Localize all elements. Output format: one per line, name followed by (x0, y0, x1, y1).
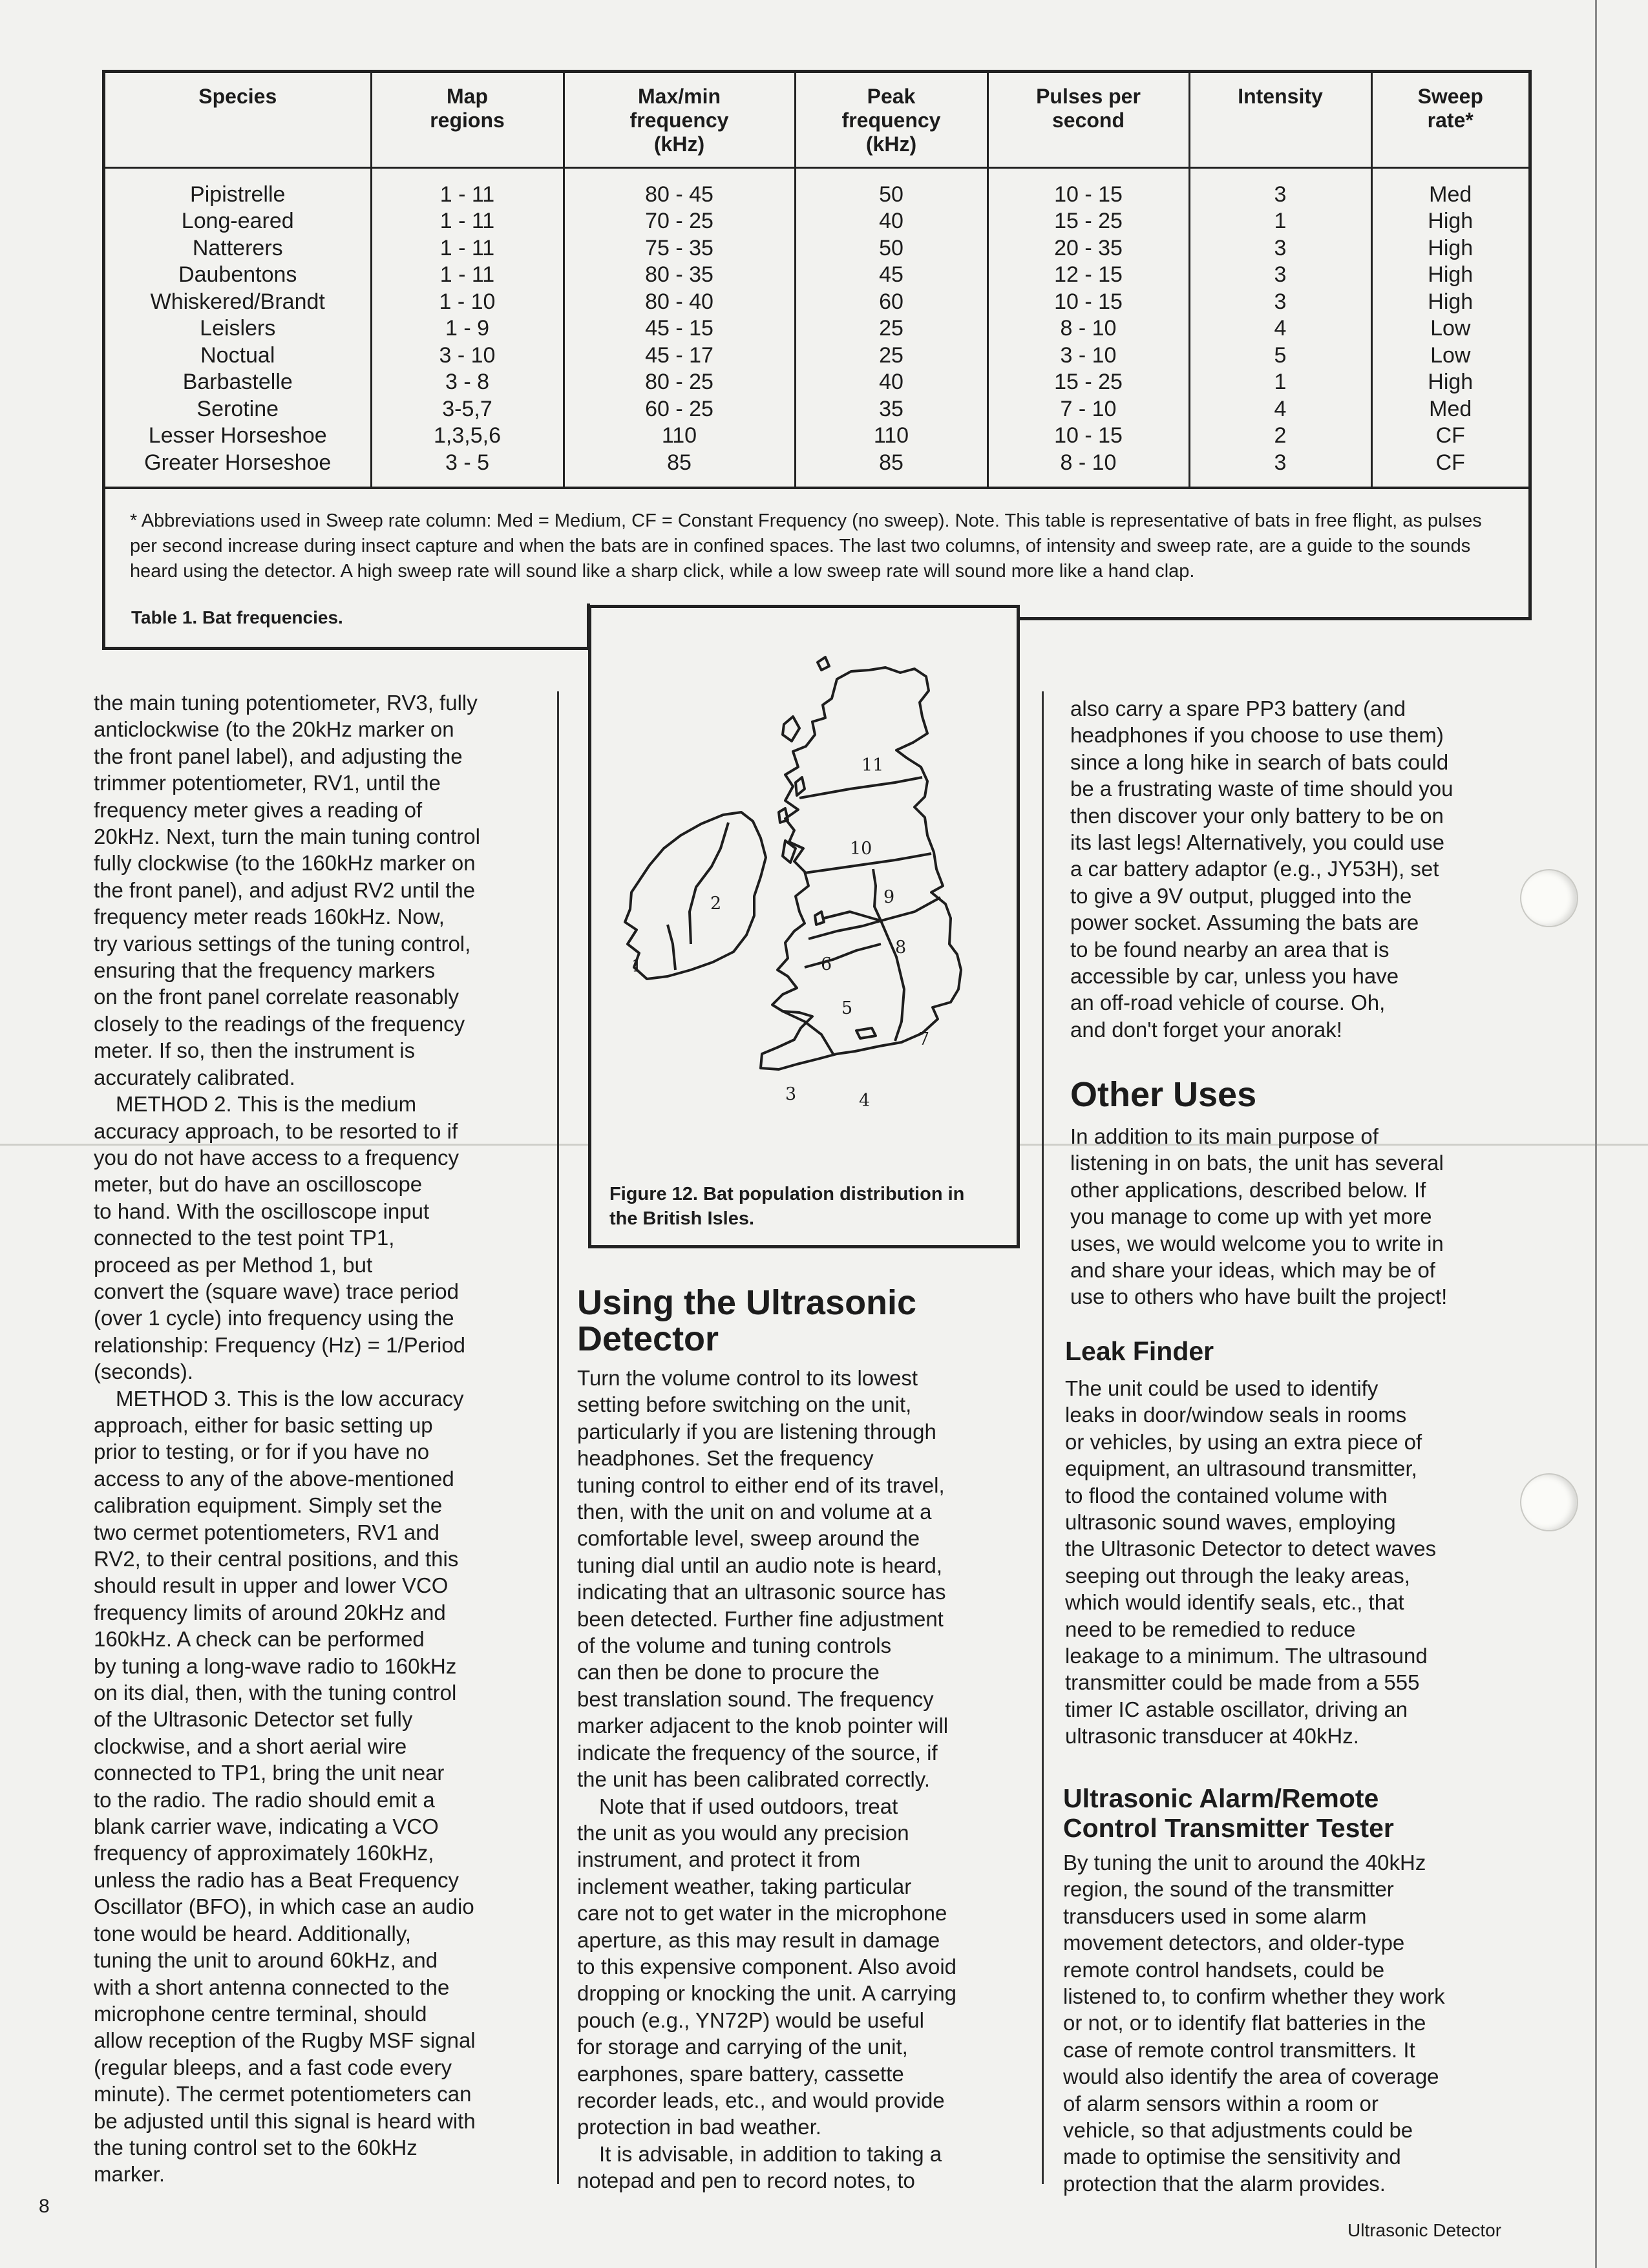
table-cell: 3 (1274, 182, 1287, 207)
text-line: Oscillator (BFO), in which case an audio (94, 1895, 474, 1919)
text-line: to this expensive component. Also avoid (577, 1954, 957, 1979)
table-cell: 25 (879, 316, 903, 341)
table-cell: 80 - 45 (645, 182, 713, 207)
text-line: 20kHz. Next, turn the main tuning control (94, 824, 480, 849)
text-line: comfortable level, sweep around the (577, 1526, 920, 1551)
text-line: It is advisable, in addition to taking a (599, 2141, 942, 2166)
alarm-tester-text (1063, 1849, 1445, 2197)
table-cell: 8 - 10 (1060, 316, 1117, 341)
table-cell: 75 - 35 (645, 235, 713, 260)
table-cell: Whiskered/Brandt (150, 289, 325, 314)
region-label-2: 2 (710, 894, 722, 914)
bat-frequency-table (105, 73, 1528, 487)
leak-finder-text (1065, 1375, 1436, 1750)
text-line: which would identify seals, etc., that (1065, 1590, 1404, 1615)
table-cell: 4 (1274, 316, 1287, 341)
text-line: The unit could be used to identify (1065, 1376, 1379, 1400)
table-cell: High (1428, 235, 1474, 260)
table-cell: 1 - 10 (439, 289, 496, 314)
text-line: fully clockwise (to the 160kHz marker on (94, 851, 476, 876)
table-cell: Low (1430, 342, 1471, 368)
text-line: prior to testing, or for if you have no (94, 1440, 430, 1464)
table-body (105, 167, 1528, 487)
table-cell: 60 (879, 289, 903, 314)
table-cell: 7 - 10 (1060, 396, 1117, 421)
text-line: two cermet potentiometers, RV1 and (94, 1520, 439, 1544)
table-header-cell (564, 73, 795, 167)
text-line: approach, either for basic setting up (94, 1412, 433, 1437)
text-line: then, with the unit on and volume at a (577, 1500, 932, 1524)
text-line: by tuning a long-wave radio to 160kHz (94, 1654, 457, 1678)
column-rule (1042, 691, 1044, 2184)
table-cell: 110 (873, 423, 909, 448)
table-cell: 85 (667, 450, 692, 475)
text-line: the front panel), and adjust RV2 until the (94, 877, 476, 902)
text-line: minute). The cermet potentiometers can (94, 2082, 472, 2106)
table-cell: Pipistrelle (190, 182, 286, 207)
table-column-cells (1371, 167, 1528, 487)
table-cell: 110 (661, 423, 697, 448)
table-cell: Lesser Horseshoe (148, 423, 327, 448)
table-cell: 45 (879, 262, 903, 287)
table-cell: High (1428, 209, 1474, 233)
text-line: METHOD 2. This is the medium (116, 1092, 417, 1117)
text-line: (over 1 cycle) into frequency using the (94, 1306, 454, 1330)
text-line: clockwise, and a short aerial wire (94, 1734, 407, 1758)
table-cell: 50 (879, 235, 903, 260)
text-line: of the Ultrasonic Detector set fully (94, 1707, 413, 1732)
text-line: also carry a spare PP3 battery (and (1070, 697, 1406, 720)
table-column-cells (988, 167, 1189, 487)
text-line: to hand. With the oscilloscope input (94, 1199, 430, 1223)
table-column-cells (1189, 167, 1371, 487)
table-header-cell (988, 73, 1189, 167)
text-line: remote control handsets, could be (1063, 1957, 1385, 1982)
region-label-9: 9 (883, 887, 895, 907)
table-cell: Daubentons (178, 262, 297, 287)
column-1-text (94, 689, 480, 2188)
region-boundary (783, 1011, 833, 1054)
table-cell: 45 - 15 (645, 316, 713, 341)
table-cell: High (1428, 262, 1474, 287)
table-cell: 3 (1274, 289, 1287, 314)
table-cell: Long-eared (181, 209, 294, 233)
page-edge-line (1595, 0, 1597, 2268)
text-line: frequency of approximately 160kHz, (94, 1841, 434, 1865)
header-line: Pulses per (1036, 85, 1141, 108)
text-line: be a frustrating waste of time should you (1070, 777, 1453, 801)
text-line: protection in bad weather. (577, 2115, 821, 2139)
text-line: the unit as you would any precision (577, 1820, 909, 1845)
text-line: protection that the alarm provides. (1063, 2171, 1386, 2196)
table-cell: 1 - 9 (445, 316, 490, 341)
text-line: tone would be heard. Additionally, (94, 1921, 412, 1946)
text-line: of alarm sensors within a room or (1063, 2091, 1379, 2116)
text-line: listened to, to confirm whether they work (1063, 1984, 1445, 2009)
great-britain-outline (761, 667, 961, 1069)
table-cell: 70 - 25 (645, 209, 713, 233)
region-label-8: 8 (895, 938, 907, 958)
table-cell: 50 (879, 182, 903, 207)
text-line: the tuning control set to the 60kHz (94, 2135, 417, 2159)
text-line: to the radio. The radio should emit a (94, 1787, 435, 1812)
text-line: frequency meter gives a reading of (94, 797, 423, 822)
text-line: tuning dial until an audio note is heard, (577, 1553, 943, 1577)
region-label-7: 7 (918, 1029, 930, 1049)
running-title: Ultrasonic Detector (1347, 2220, 1502, 2240)
table-caption: Table 1. Bat frequencies. (102, 604, 590, 650)
text-line: tuning the unit to around 60kHz, and (94, 1948, 438, 1973)
text-line: access to any of the above-mentioned (94, 1466, 454, 1491)
text-line: ultrasonic transducer at 40kHz. (1065, 1724, 1359, 1748)
table-cell: Natterers (192, 235, 283, 260)
table-cell: 2 (1274, 423, 1287, 448)
table-cell: 1 - 11 (439, 182, 495, 207)
subheading-leak-finder: Leak Finder (1065, 1336, 1214, 1366)
table-cell: 15 - 25 (1054, 209, 1123, 233)
header-line: Map (447, 85, 488, 108)
text-line: then discover your only battery to be on (1070, 803, 1444, 828)
text-line: connected to TP1, bring the unit near (94, 1761, 445, 1785)
table-header-row (105, 73, 1528, 167)
table-cell: Low (1430, 316, 1471, 341)
column-3-intro-text (1070, 695, 1453, 1043)
text-line: RV2, to their central positions, and this (94, 1547, 459, 1571)
text-line: on its dial, then, with the tuning control (94, 1681, 457, 1705)
text-line: and share your ideas, which may be of (1070, 1258, 1435, 1283)
text-line: equipment, an ultrasound transmitter, (1065, 1456, 1417, 1481)
table-cell: CF (1435, 423, 1465, 448)
table-cell: 35 (879, 396, 903, 421)
table-cell: 20 - 35 (1054, 235, 1123, 260)
text-line: ensuring that the frequency markers (94, 958, 436, 983)
text-line: you do not have access to a frequency (94, 1145, 460, 1170)
table-cell: 3 (1274, 450, 1287, 475)
page-number: 8 (39, 2196, 50, 2217)
text-line: frequency limits of around 20kHz and (94, 1600, 446, 1624)
table-cell: 1 (1274, 370, 1287, 394)
table-cell: 1 - 11 (439, 235, 495, 260)
table-cell: 1,3,5,6 (434, 423, 501, 448)
text-line: setting before switching on the unit, (577, 1392, 912, 1417)
text-line: the main tuning potentiometer, RV3, fully (94, 691, 478, 715)
text-line: need to be remedied to reduce (1065, 1617, 1356, 1641)
table-cell: 10 - 15 (1054, 289, 1123, 314)
text-line: to give a 9V output, plugged into the (1070, 883, 1412, 908)
text-line: blank carrier wave, indicating a VCO (94, 1814, 439, 1839)
figure-caption: Figure 12. Bat population distribution in the British Isles. (609, 1184, 965, 1229)
other-uses-text (1070, 1123, 1447, 1310)
heading-line: Detector (577, 1319, 719, 1358)
header-line: Peak (867, 85, 916, 108)
text-line: can then be done to procure the (577, 1660, 880, 1685)
text-line: should result in upper and lower VCO (94, 1573, 449, 1598)
text-line: allow reception of the Rugby MSF signal (94, 2028, 476, 2053)
text-line: the Ultrasonic Detector to detect waves (1065, 1537, 1437, 1561)
text-line: marker. (94, 2162, 165, 2187)
text-line: case of remote control transmitters. It (1063, 2037, 1415, 2062)
text-line: movement detectors, and older-type (1063, 1931, 1405, 1955)
table-column-cells (564, 167, 795, 487)
table-cell: 3 (1274, 235, 1287, 260)
text-line: headphones. Set the frequency (577, 1446, 874, 1471)
table-cell: 60 - 25 (645, 396, 713, 421)
text-line: meter. If so, then the instrument is (94, 1038, 416, 1063)
header-line: rate* (1427, 109, 1474, 132)
region-boundary (805, 944, 881, 967)
section-heading-other-uses: Other Uses (1070, 1075, 1257, 1114)
text-line: or not, or to identify flat batteries in the (1063, 2011, 1426, 2035)
table-cell: 3-5,7 (442, 396, 492, 421)
region-boundary (690, 823, 728, 944)
region-label-1: 1 (631, 956, 643, 976)
text-line: with a short antenna connected to the (94, 1975, 450, 1999)
table-header-cell (795, 73, 988, 167)
table-cell: Greater Horseshoe (144, 450, 332, 475)
header-line: (kHz) (865, 132, 917, 156)
table-cell: 45 - 17 (645, 342, 713, 368)
text-line: care not to get water in the microphone (577, 1901, 947, 1926)
header-line: regions (430, 109, 505, 132)
punch-hole (1520, 869, 1578, 927)
text-line: timer IC astable oscillator, driving an (1065, 1697, 1408, 1721)
table-cell: Med (1429, 396, 1472, 421)
table-cell: High (1428, 370, 1474, 394)
text-line: dropping or knocking the unit. A carrying (577, 1981, 957, 2006)
text-line: unless the radio has a Beat Frequency (94, 1867, 460, 1892)
text-line: (seconds). (94, 1360, 194, 1384)
table-cell: 10 - 15 (1054, 182, 1123, 207)
header-line: frequency (629, 109, 729, 132)
table-cell: 80 - 25 (645, 370, 713, 394)
table-cell: 25 (879, 342, 903, 368)
table-cell: 1 - 11 (439, 209, 495, 233)
column-2-text (577, 1365, 956, 2194)
text-line: particularly if you are listening through (577, 1419, 936, 1444)
text-line: earphones, spare battery, cassette (577, 2061, 904, 2086)
text-line: transducers used in some alarm (1063, 1904, 1367, 1928)
text-line: Note that if used outdoors, treat (599, 1794, 898, 1818)
text-line: accessible by car, unless you have (1070, 964, 1399, 989)
text-line: meter, but do have an oscilloscope (94, 1172, 423, 1197)
text-line: marker adjacent to the knob pointer will (577, 1714, 949, 1738)
header-line: second (1051, 109, 1125, 132)
text-line: been detected. Further fine adjustment (577, 1606, 944, 1631)
text-line: headphones if you choose to use them) (1070, 723, 1444, 748)
text-line: frequency meter reads 160kHz. Now, (94, 905, 445, 929)
text-line: listening in on bats, the unit has several (1070, 1151, 1444, 1175)
text-line: By tuning the unit to around the 40kHz (1063, 1851, 1426, 1874)
text-line: region, the sound of the transmitter (1063, 1877, 1394, 1902)
column-rule (557, 691, 559, 2184)
text-line: 160kHz. A check can be performed (94, 1627, 425, 1652)
table-column-cells (105, 167, 371, 487)
text-line: power socket. Assuming the bats are (1070, 910, 1419, 935)
text-line: uses, we would welcome you to write in (1070, 1231, 1444, 1255)
table-cell: 4 (1274, 396, 1287, 421)
text-line: anticlockwise (to the 20kHz marker on (94, 717, 454, 742)
text-line: (regular bleeps, and a fast code every (94, 2055, 452, 2079)
text-line: vehicle, so that adjustments could be (1063, 2118, 1413, 2143)
region-boundary (668, 925, 675, 970)
text-line: the front panel label), and adjusting the (94, 744, 463, 768)
table-cell: Med (1429, 182, 1472, 207)
table-cell: Noctual (200, 342, 275, 368)
text-line: closely to the readings of the frequency (94, 1011, 465, 1036)
table-cell: Leislers (200, 316, 276, 341)
region-label-10: 10 (850, 839, 872, 859)
text-line: to be found nearby an area that is (1070, 937, 1389, 961)
table-cell: 3 (1274, 262, 1287, 287)
text-line: instrument, and protect it from (577, 1847, 861, 1872)
table-cell: 40 (879, 370, 903, 394)
text-line: other applications, described below. If (1070, 1177, 1426, 1202)
text-line: leaks in door/window seals in rooms (1065, 1403, 1407, 1427)
header-line: Max/min (637, 85, 721, 108)
table-cell: 80 - 35 (645, 262, 713, 287)
header-line: Species (198, 85, 277, 108)
header-line: (kHz) (653, 132, 705, 156)
text-line: recorder leads, etc., and would provide (577, 2088, 945, 2112)
text-line: microphone centre terminal, should (94, 2001, 427, 2026)
text-line: try various settings of the tuning control, (94, 931, 471, 956)
text-line: notepad and pen to record notes, to (577, 2168, 915, 2193)
text-line: accurately calibrated. (94, 1065, 295, 1089)
text-line: inclement weather, taking particular (577, 1874, 912, 1898)
text-line: to flood the contained volume with (1065, 1483, 1388, 1507)
subheading-alarm-tester (1063, 1783, 1394, 1843)
table-cell: Serotine (196, 396, 279, 421)
text-line: best translation sound. The frequency (577, 1686, 934, 1711)
text-line: indicating that an ultrasonic source has (577, 1580, 946, 1604)
table-cell: 85 (879, 450, 903, 475)
text-line: a car battery adaptor (e.g., JY53H), set (1070, 857, 1439, 881)
text-line: aperture, as this may result in damage (577, 1927, 940, 1952)
text-line: made to optimise the sensitivity and (1063, 2145, 1401, 2169)
region-boundary (824, 898, 940, 921)
table-cell: 12 - 15 (1054, 262, 1123, 287)
table-header-cell (371, 73, 564, 167)
table-header-cell (1371, 73, 1528, 167)
region-label-3: 3 (785, 1084, 797, 1104)
text-line: you manage to come up with yet more (1070, 1204, 1432, 1229)
text-line: In addition to its main purpose of (1070, 1124, 1379, 1148)
text-line: the unit has been calibrated correctly. (577, 1767, 931, 1792)
table-cell: 40 (879, 209, 903, 233)
text-line: and don't forget your anorak! (1070, 1017, 1342, 1042)
text-line: be adjusted until this signal is heard with (94, 2108, 476, 2133)
text-line: relationship: Frequency (Hz) = 1/Period (94, 1332, 466, 1357)
table-cell: High (1428, 289, 1474, 314)
punch-hole (1520, 1473, 1578, 1531)
bat-frequency-table-box (102, 70, 1532, 620)
text-line: METHOD 3. This is the low accuracy (116, 1386, 464, 1411)
text-line: its last legs! Alternatively, you could use (1070, 830, 1445, 855)
table-cell: 3 - 5 (445, 450, 490, 475)
text-line: proceed as per Method 1, but (94, 1252, 373, 1277)
table-cell: CF (1435, 450, 1465, 475)
text-line: since a long hike in search of bats could (1070, 750, 1449, 774)
table-cell: 8 - 10 (1060, 450, 1117, 475)
text-line: ultrasonic sound waves, employing (1065, 1510, 1396, 1535)
text-line: Turn the volume control to its lowest (577, 1366, 918, 1390)
table-cell: Barbastelle (182, 370, 293, 394)
table-footnote: * Abbreviations used in Sweep rate column: Med = Medium, CF = Constant Frequency (no sweep). Note. This table is representative of bats in free flight, as pulses per second increase during insect capture and when the bats are in confined spaces. The last two columns, of intensity and sweep rate, are a guide to the sounds heard using the detector. A high sweep rate will sound like a sharp click, while a low sweep rate will sound more like a hand clap. (105, 487, 1528, 674)
table-cell: 3 - 8 (445, 370, 490, 394)
text-line: transmitter could be made from a 555 (1065, 1670, 1420, 1695)
table-column-cells (795, 167, 988, 487)
text-line: connected to the test point TP1, (94, 1226, 395, 1250)
table-cell: 1 (1274, 209, 1287, 233)
text-line: or vehicles, by using an extra piece of (1065, 1429, 1422, 1454)
british-isles-map (591, 608, 1017, 1177)
text-line: pouch (e.g., YN72P) would be useful (577, 2008, 924, 2032)
heading-line: Using the Ultrasonic (577, 1283, 917, 1322)
text-line: on the front panel correlate reasonably (94, 985, 460, 1009)
header-line: Sweep (1417, 85, 1483, 108)
region-label-6: 6 (821, 954, 832, 974)
text-line: calibration equipment. Simply set the (94, 1493, 443, 1518)
ireland-outline (625, 812, 766, 979)
table-cell: 15 - 25 (1054, 370, 1123, 394)
heading-line: Ultrasonic Alarm/Remote (1063, 1783, 1379, 1813)
table-cell: 3 - 10 (1060, 342, 1117, 368)
figure-box (588, 605, 1020, 1248)
table-header-cell (105, 73, 371, 167)
region-boundary (799, 777, 922, 798)
text-line: would also identify the area of coverage (1063, 2064, 1439, 2089)
text-line: use to others who have built the project! (1070, 1285, 1448, 1309)
text-line: tuning control to either end of its travel, (577, 1473, 945, 1497)
header-line: frequency (841, 109, 941, 132)
text-line: indicate the frequency of the source, if (577, 1740, 938, 1765)
text-line: seeping out through the leaky areas, (1065, 1563, 1410, 1588)
heading-line: Control Transmitter Tester (1063, 1813, 1394, 1843)
table-column-cells (371, 167, 564, 487)
region-boundary (873, 869, 881, 921)
header-line: Intensity (1238, 85, 1323, 108)
section-heading-using-detector (577, 1285, 916, 1357)
text-line: of the volume and tuning controls (577, 1633, 892, 1658)
region-label-11: 11 (861, 755, 884, 775)
table-cell: 80 - 40 (645, 289, 713, 314)
text-line: accuracy approach, to be resorted to if (94, 1118, 458, 1143)
text-line: trimmer potentiometer, RV1, until the (94, 771, 441, 795)
text-line: an off-road vehicle of course. Oh, (1070, 991, 1386, 1015)
region-label-4: 4 (859, 1091, 871, 1111)
table-cell: 5 (1274, 342, 1287, 368)
table-cell: 1 - 11 (439, 262, 495, 287)
table-cell: 3 - 10 (439, 342, 496, 368)
table-header-cell (1189, 73, 1371, 167)
text-line: leakage to a minimum. The ultrasound (1065, 1644, 1428, 1668)
region-label-5: 5 (841, 998, 853, 1018)
text-line: convert the (square wave) trace period (94, 1279, 459, 1303)
table-cell: 10 - 15 (1054, 423, 1123, 448)
text-line: for storage and carrying of the unit, (577, 2035, 908, 2059)
